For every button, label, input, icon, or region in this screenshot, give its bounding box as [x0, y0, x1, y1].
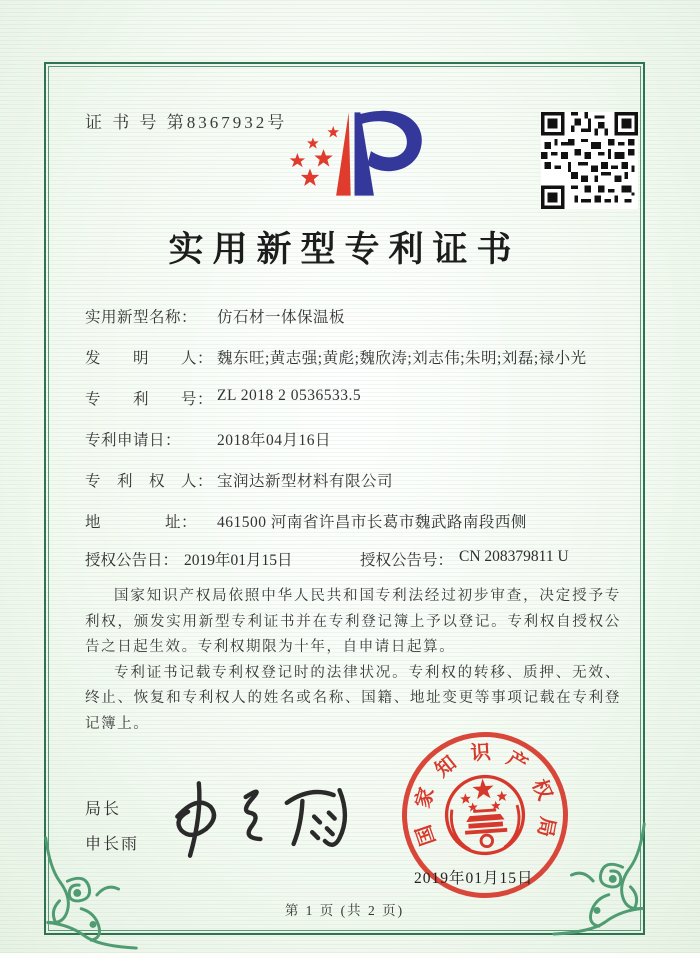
field-address: [85, 510, 625, 551]
seal-char: 知: [431, 751, 461, 782]
grant-date-value: 2019年01月15日: [184, 552, 293, 569]
grant-number-label: 授权公告号：: [360, 552, 454, 569]
legal-paragraph-1: 国家知识产权局依照中华人民共和国专利法经过初步审查，决定授予专利权，颁发实用新型专利证书并在专利登记簿上予以登记。专利权自授权公告之日起生效。专利权期限为十年，自申请日起算。: [85, 588, 621, 655]
field-label: 地 址：: [85, 514, 198, 531]
national-emblem-icon: [434, 764, 536, 866]
seal-char: 产: [502, 747, 532, 777]
field-patentee: [85, 469, 625, 510]
seal-char: 国: [412, 822, 441, 849]
certificate-title: 实用新型专利证书: [168, 230, 521, 269]
field-label: 专利申请日：: [85, 432, 182, 449]
field-value: 2018年04月16日: [217, 432, 332, 449]
seal-char: 权: [527, 776, 556, 804]
grant-row: [85, 548, 630, 570]
grant-date: [85, 548, 360, 570]
seal-char: 识: [469, 741, 492, 765]
handwritten-signature: [148, 772, 363, 867]
certificate-number: 证 书 号 第8367932号: [85, 113, 288, 132]
field-rows: [85, 305, 625, 551]
page-number: 第 1 页 (共 2 页): [284, 903, 405, 918]
field-label: 发 明 人：: [85, 350, 214, 367]
field-filing-date: [85, 428, 625, 469]
cnipa-logo-icon: [278, 100, 433, 208]
field-label: 实用新型名称：: [85, 309, 198, 326]
field-patent-number: [85, 387, 625, 428]
qr-code-icon: [541, 112, 638, 209]
seal-char: 家: [412, 785, 439, 811]
grant-number-value: CN 208379811 U: [459, 548, 569, 565]
grant-date-label: 授权公告日：: [85, 552, 179, 569]
field-value: 仿石材一体保温板: [217, 309, 346, 326]
field-label: 专 利 号：: [85, 391, 214, 408]
legal-paragraph-2: 专利证书记载专利权登记时的法律状况。专利权的转移、质押、无效、终止、恢复和专利权人的姓名或名称、国籍、地址变更等事项记载在专利登记簿上。: [85, 664, 621, 732]
seal-char: 局: [533, 814, 559, 839]
field-utility-model-name: [85, 305, 625, 346]
grant-number: [360, 548, 630, 570]
field-value: 魏东旺;黄志强;黄彪;魏欣涛;刘志伟;朱明;刘磊;禄小光: [217, 350, 587, 367]
legal-text: [85, 584, 621, 737]
officer-title: 局长: [85, 801, 122, 818]
officer-name: 申长雨: [85, 836, 140, 853]
field-value: ZL 2018 2 0536533.5: [217, 387, 362, 404]
field-inventors: [85, 346, 625, 387]
field-value: 461500 河南省许昌市长葛市魏武路南段西侧: [217, 514, 527, 531]
seal-date: 2019年01月15日: [414, 870, 534, 887]
corner-flourish-icon: [540, 817, 658, 939]
field-label: 专 利 权 人：: [85, 473, 214, 490]
field-value: 宝润达新型材料有限公司: [217, 473, 394, 490]
corner-flourish-icon: [32, 831, 150, 953]
